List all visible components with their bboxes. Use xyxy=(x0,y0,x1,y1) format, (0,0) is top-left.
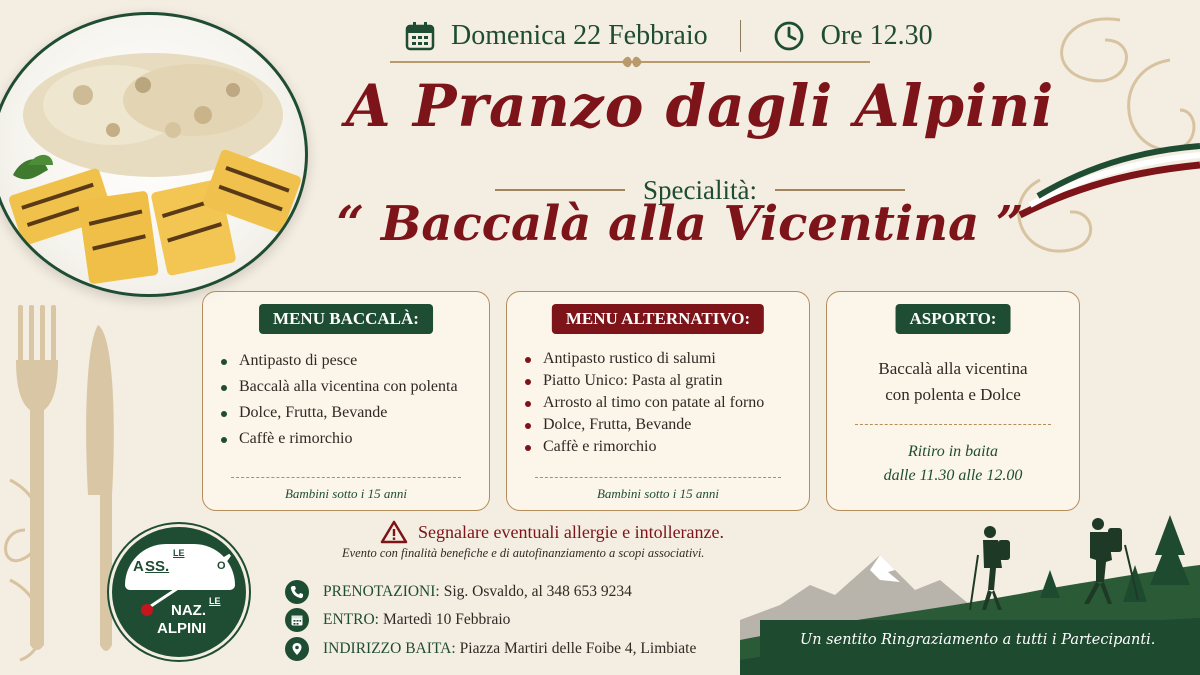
list-item: Antipasto di pesce xyxy=(221,352,458,370)
date-time-bar xyxy=(405,14,933,58)
logo-letter: A xyxy=(133,558,144,575)
pickup-info xyxy=(827,440,1079,488)
pickup-line: Ritiro in baita xyxy=(907,443,999,460)
divider xyxy=(535,477,781,478)
list-item: Antipasto rustico di salumi xyxy=(525,350,764,368)
page-title: A Pranzo dagli Alpini xyxy=(345,72,1055,140)
logo-letter: SS. xyxy=(145,558,170,575)
list-item: Baccalà alla vicentina con polenta xyxy=(221,378,458,396)
location-icon xyxy=(285,637,309,661)
address-row xyxy=(285,636,696,662)
specialty-label: Specialità: xyxy=(643,174,757,205)
food-photo xyxy=(0,12,308,297)
ornament-rule xyxy=(775,189,905,191)
asporto-badge: ASPORTO: xyxy=(896,304,1011,334)
ana-logo xyxy=(112,527,246,657)
ornament-rule xyxy=(495,189,625,191)
asporto-description xyxy=(827,356,1079,408)
logo-letter: NAZ. xyxy=(171,602,206,619)
menu-alternativo-card xyxy=(506,291,810,511)
menu-alternativo-list xyxy=(525,350,764,456)
menu-baccala-badge: MENU BACCALÀ: xyxy=(259,304,433,334)
booking-label: PRENOTAZIONI: xyxy=(323,583,440,600)
charity-note: Evento con finalità benefiche e di autofinanziamento a scopi associativi. xyxy=(342,546,705,560)
asporto-card xyxy=(826,291,1080,511)
decorative-swirls xyxy=(1000,0,1200,290)
menu-baccala-list xyxy=(221,352,458,448)
fork-icon xyxy=(14,305,64,655)
calendar-small-icon xyxy=(285,608,309,632)
menu-alternativo-badge: MENU ALTERNATIVO: xyxy=(552,304,764,334)
logo-letter: ALPINI xyxy=(157,620,207,637)
ornament-rule xyxy=(390,61,870,63)
logo-letter: LE xyxy=(209,596,221,606)
event-time: Ore 12.30 xyxy=(820,20,933,51)
list-item: Arrosto al timo con patate al forno xyxy=(525,394,764,412)
logo-letter: LE xyxy=(173,548,185,558)
address-label: INDIRIZZO BAITA: xyxy=(323,640,456,657)
divider xyxy=(855,424,1051,425)
list-item: Dolce, Frutta, Bevande xyxy=(525,416,764,434)
allergy-text: Segnalare eventuali allergie e intolleranze. xyxy=(418,521,725,542)
list-item: Piatto Unico: Pasta al gratin xyxy=(525,372,764,390)
calendar-icon xyxy=(405,21,435,51)
pickup-line: dalle 11.30 alle 12.00 xyxy=(883,467,1023,484)
allergy-notice xyxy=(380,518,724,546)
list-item: Dolce, Frutta, Bevande xyxy=(221,404,458,422)
thanks-message: Un sentito Ringraziamento a tutti i Partecipanti. xyxy=(800,632,1156,648)
booking-row xyxy=(285,579,632,605)
divider xyxy=(740,20,741,52)
children-note: Bambini sotto i 15 anni xyxy=(596,486,720,501)
deadline-row xyxy=(285,607,510,633)
warning-icon xyxy=(380,520,408,544)
event-date: Domenica 22 Febbraio xyxy=(451,20,708,51)
asporto-line: con polenta e Dolce xyxy=(885,385,1021,404)
children-note: Bambini sotto i 15 anni xyxy=(284,486,408,501)
clock-icon xyxy=(773,20,805,52)
dish-title: “ Baccalà alla Vicentina ” xyxy=(336,196,1024,252)
address-value: Piazza Martiri delle Foibe 4, Limbiate xyxy=(459,640,697,657)
divider xyxy=(231,477,461,478)
menu-baccala-card xyxy=(202,291,490,511)
list-item: Caffè e rimorchio xyxy=(221,430,458,448)
asporto-line: Baccalà alla vicentina xyxy=(878,359,1028,378)
list-item: Caffè e rimorchio xyxy=(525,438,764,456)
logo-letter: O xyxy=(217,560,226,572)
deadline-value: Martedì 10 Febbraio xyxy=(382,611,511,628)
deadline-label: ENTRO: xyxy=(323,611,379,628)
booking-value: Sig. Osvaldo, al 348 653 9234 xyxy=(443,583,632,600)
phone-icon xyxy=(285,580,309,604)
